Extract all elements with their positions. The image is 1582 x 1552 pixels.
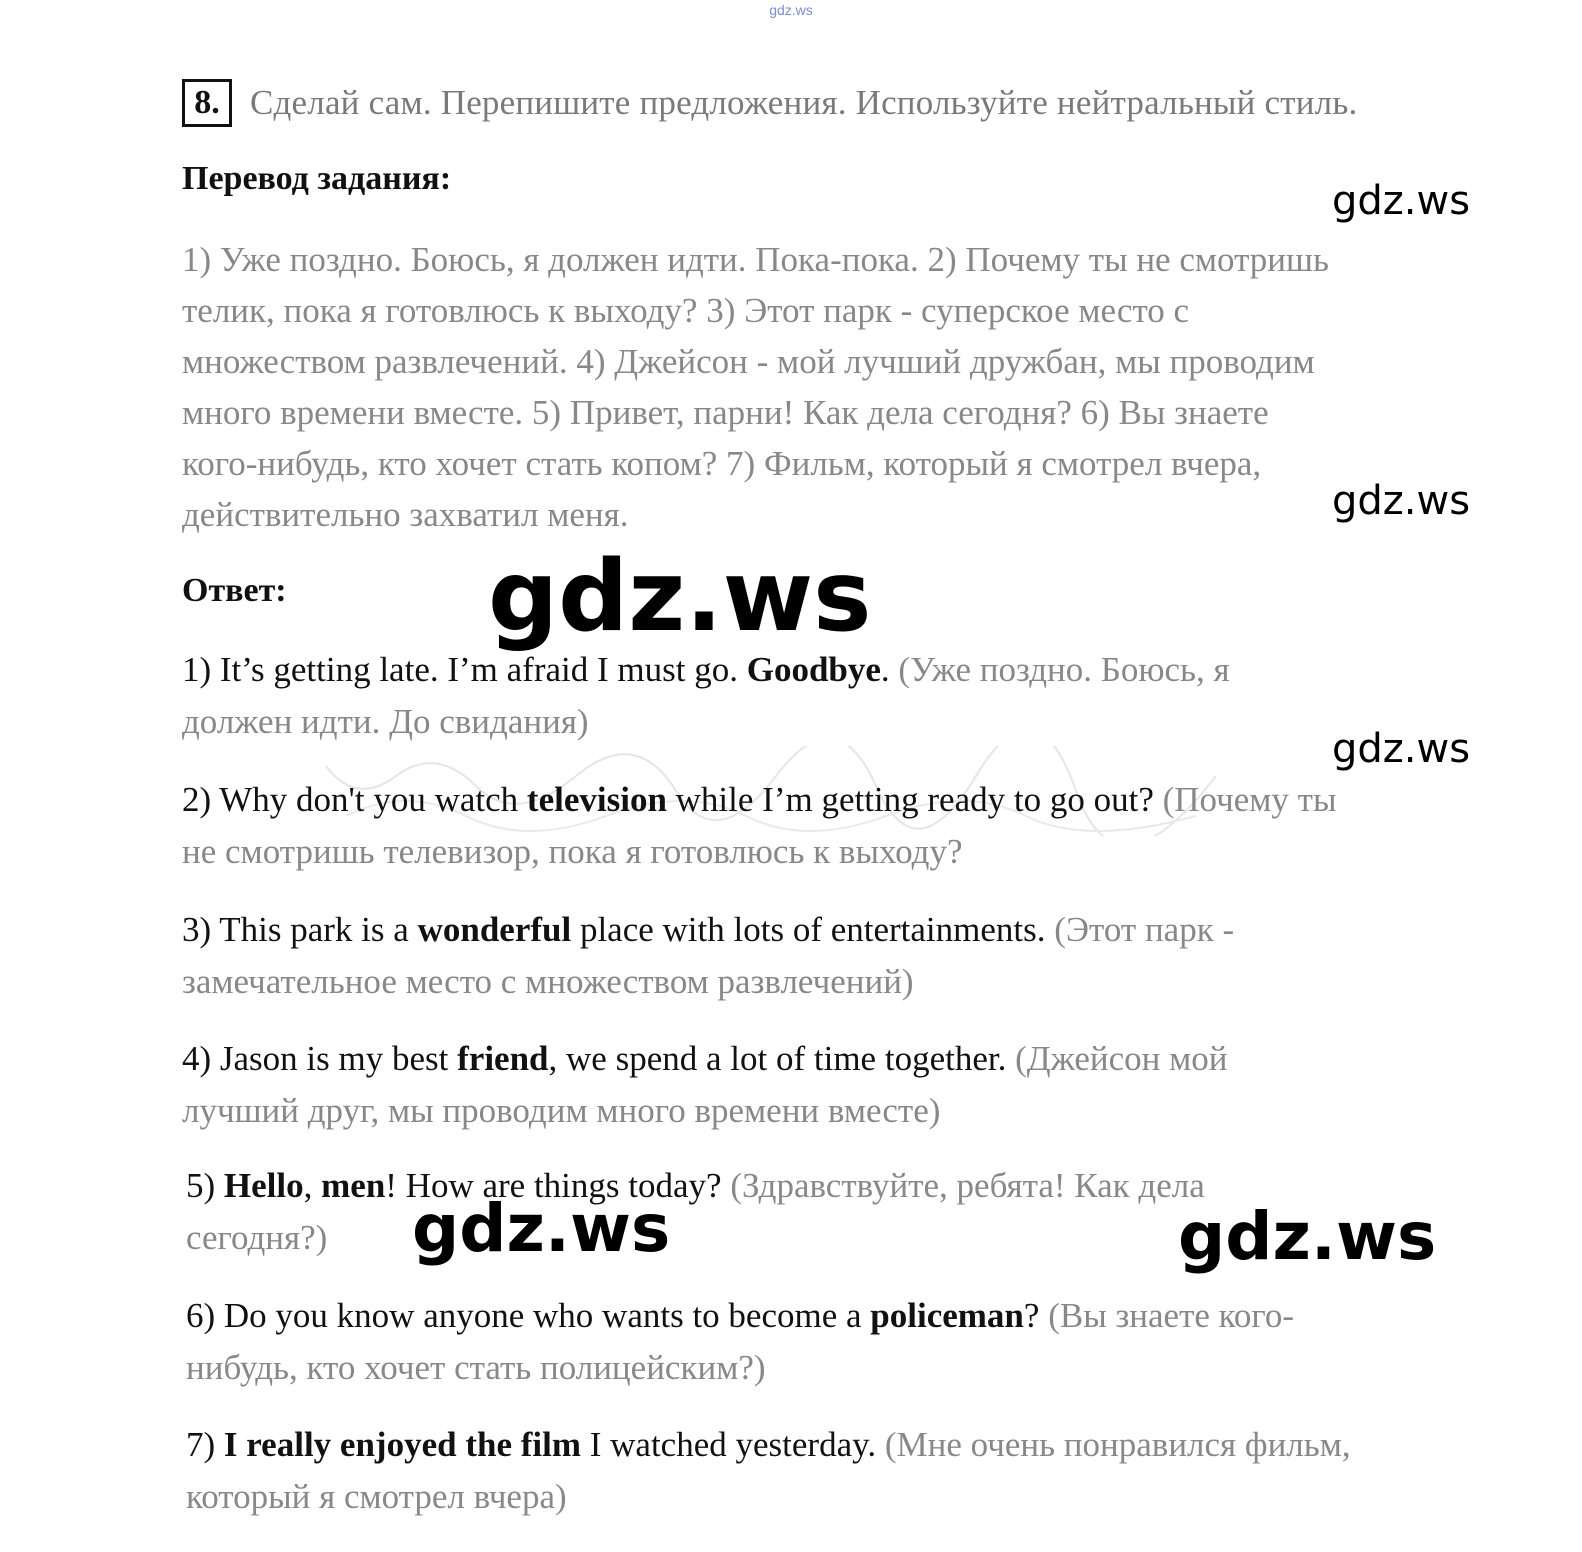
answer-text: 6) Do you know anyone who wants to become a (186, 1296, 871, 1335)
answer-translation: (Джейсон мой (1006, 1039, 1228, 1078)
watermark: gdz.ws (1332, 726, 1471, 772)
answer-translation: (Почему ты (1153, 780, 1337, 819)
answer-text: 2) Why don't you watch (182, 780, 527, 819)
answer-text: I watched yesterday. (580, 1425, 877, 1464)
answer-translation: (Вы знаете кого- (1039, 1296, 1295, 1335)
answer-text: while I’m getting ready to go out? (666, 780, 1154, 819)
answer-item-1 (182, 644, 1492, 748)
answer-translation: нибудь, кто хочет стать полицейским?) (186, 1348, 766, 1387)
answer-item-2 (182, 774, 1492, 878)
answer-translation: замечательное место с множеством развлечений) (182, 962, 914, 1001)
translation-line: кого-нибудь, кто хочет стать копом? 7) Фильм, который я смотрел вчера, (182, 444, 1262, 483)
watermark: gdz.ws (412, 1190, 671, 1267)
task-header (182, 78, 1502, 128)
answer-text: . (880, 650, 890, 689)
answer-keyword: friend (457, 1039, 549, 1078)
answer-keyword: policeman (870, 1296, 1024, 1335)
answer-translation: (Здравствуйте, ребята! Как дела (721, 1166, 1205, 1205)
answer-translation: (Этот парк - (1045, 910, 1235, 949)
answer-translation: (Мне очень понравился фильм, (876, 1425, 1351, 1464)
translation-line: действительно захватил меня. (182, 495, 629, 534)
answer-text: ? (1023, 1296, 1040, 1335)
answer-translation: сегодня?) (186, 1218, 328, 1257)
watermark: gdz.ws (1178, 1198, 1437, 1275)
answer-translation: должен идти. До свидания) (182, 702, 589, 741)
answer-text: place with lots of entertainments. (571, 910, 1046, 949)
task-number-box: 8. (182, 79, 232, 127)
answer-item-6 (186, 1290, 1496, 1394)
answer-item-4 (182, 1033, 1492, 1137)
answer-keyword: Goodbye (746, 650, 881, 689)
task-instruction: Сделай сам. Перепишите предложения. Используйте нейтральный стиль. (250, 83, 1358, 122)
answer-translation: (Уже поздно. Боюсь, я (889, 650, 1230, 689)
answer-keyword: wonderful (417, 910, 572, 949)
answer-text: 5) (186, 1166, 224, 1205)
answer-translation: лучший друг, мы проводим много времени вместе) (182, 1091, 941, 1130)
answer-text: ! How are things today? (385, 1166, 722, 1205)
answer-text: , we spend a lot of time together. (548, 1039, 1007, 1078)
watermark: gdz.ws (488, 540, 872, 654)
answer-text: , (303, 1166, 322, 1205)
answer-text: 3) This park is a (182, 910, 418, 949)
top-watermark: gdz.ws (769, 2, 813, 18)
translation-paragraph (182, 234, 1482, 540)
answer-keyword: Hello (223, 1166, 304, 1205)
answer-heading: Ответ: (182, 572, 287, 609)
answer-text: 7) (186, 1425, 224, 1464)
answer-translation: не смотришь телевизор, пока я готовлюсь к выходу? (182, 832, 963, 871)
watermark: gdz.ws (1332, 478, 1471, 524)
answer-text: 4) Jason is my best (182, 1039, 458, 1078)
translation-line: много времени вместе. 5) Привет, парни! Как дела сегодня? 6) Вы знаете (182, 393, 1269, 432)
answer-text: 1) It’s getting late. I’m afraid I must go. (182, 650, 747, 689)
translation-line: множеством развлечений. 4) Джейсон - мой лучший дружбан, мы проводим (182, 342, 1315, 381)
answer-item-7 (186, 1419, 1496, 1523)
translation-heading: Перевод задания: (182, 160, 452, 197)
watermark: gdz.ws (1332, 178, 1471, 224)
answer-keyword: I really enjoyed the film (223, 1425, 581, 1464)
answer-item-3 (182, 904, 1492, 1008)
answer-keyword: television (526, 780, 667, 819)
answer-keyword: men (321, 1166, 386, 1205)
answer-translation: который я смотрел вчера) (186, 1477, 567, 1516)
translation-line: 1) Уже поздно. Боюсь, я должен идти. Пока-пока. 2) Почему ты не смотришь (182, 240, 1329, 279)
translation-line: телик, пока я готовлюсь к выходу? 3) Этот парк - суперское место с (182, 291, 1190, 330)
